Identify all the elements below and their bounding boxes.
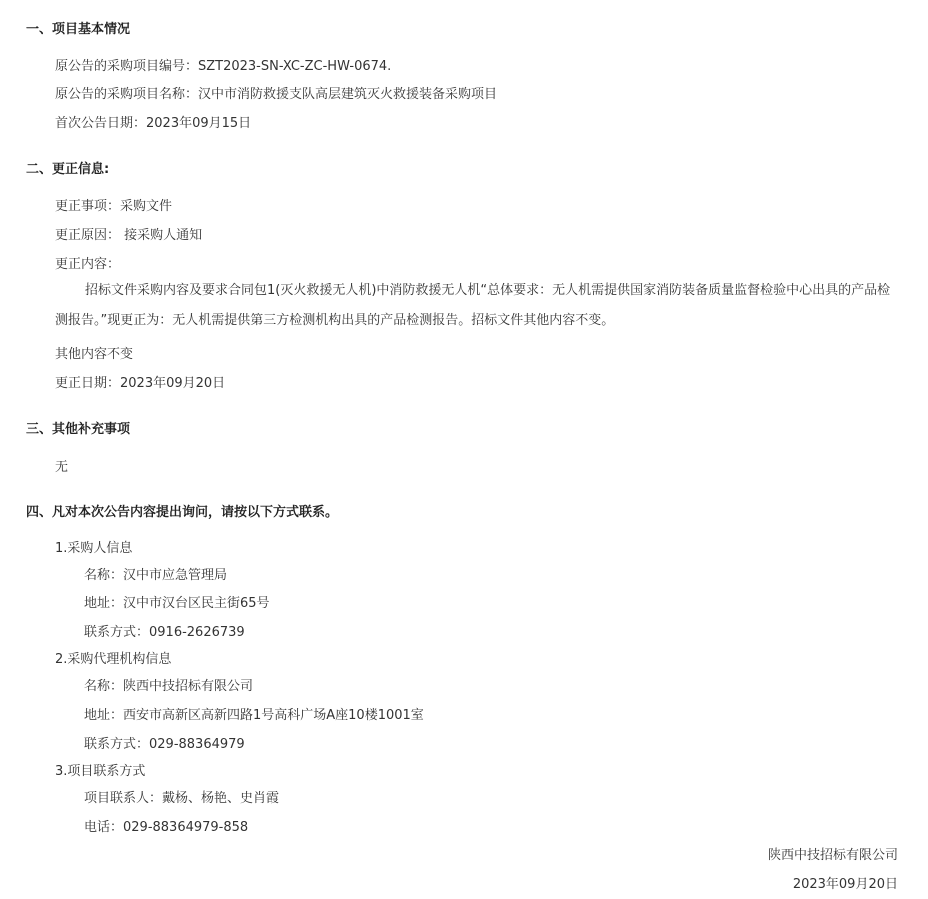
first-announcement-date: 首次公告日期：2023年09月15日 bbox=[55, 116, 252, 131]
purchaser-info-title: 1.采购人信息 bbox=[55, 541, 133, 556]
agency-address: 地址：西安市高新区高新四路1号高科广场A座10楼1001室 bbox=[84, 708, 424, 723]
other-content-unchanged: 其他内容不变 bbox=[55, 347, 134, 362]
agency-name: 名称：陕西中技招标有限公司 bbox=[84, 679, 254, 694]
section-heading-correction-info: 二、更正信息: bbox=[26, 162, 110, 177]
project-contact-person: 项目联系人：戴杨、杨艳、史肖霞 bbox=[84, 791, 280, 806]
correction-content-text: 招标文件采购内容及要求合同包1(灭火救援无人机)中消防救援无人机“总体要求：无人机需提供国家消防装备质量监督检验中心出具的产品检测报告。”现更正为：无人机需提供第三方检测机构出具的产品检测报告。招标文件其他内容不变。 bbox=[55, 283, 891, 328]
footer-company: 陕西中技招标有限公司 bbox=[767, 848, 898, 863]
correction-date: 更正日期：2023年09月20日 bbox=[55, 376, 226, 391]
footer-date: 2023年09月20日 bbox=[792, 877, 898, 892]
project-name: 原公告的采购项目名称：汉中市消防救援支队高层建筑灭火救援装备采购项目 bbox=[55, 87, 498, 102]
correction-reason: 更正原因： 接采购人通知 bbox=[55, 228, 203, 243]
project-contact-phone: 电话：029-88364979-858 bbox=[84, 820, 249, 835]
correction-item: 更正事项：采购文件 bbox=[55, 199, 173, 214]
agency-info-title: 2.采购代理机构信息 bbox=[55, 652, 172, 667]
agency-contact: 联系方式：029-88364979 bbox=[84, 737, 245, 752]
supplementary-text: 无 bbox=[55, 460, 69, 475]
project-contact-title: 3.项目联系方式 bbox=[55, 764, 146, 779]
section-heading-supplementary: 三、其他补充事项 bbox=[26, 422, 131, 437]
purchaser-name: 名称：汉中市应急管理局 bbox=[84, 568, 228, 583]
project-number: 原公告的采购项目编号：SZT2023-SN-XC-ZC-HW-0674. bbox=[55, 59, 392, 74]
purchaser-contact: 联系方式：0916-2626739 bbox=[84, 625, 245, 640]
purchaser-address: 地址：汉中市汉台区民主街65号 bbox=[84, 596, 270, 611]
section-heading-basic-info: 一、项目基本情况 bbox=[26, 22, 131, 37]
section-heading-contact: 四、凡对本次公告内容提出询问，请按以下方式联系。 bbox=[26, 505, 339, 520]
correction-content-label: 更正内容： bbox=[55, 257, 121, 272]
